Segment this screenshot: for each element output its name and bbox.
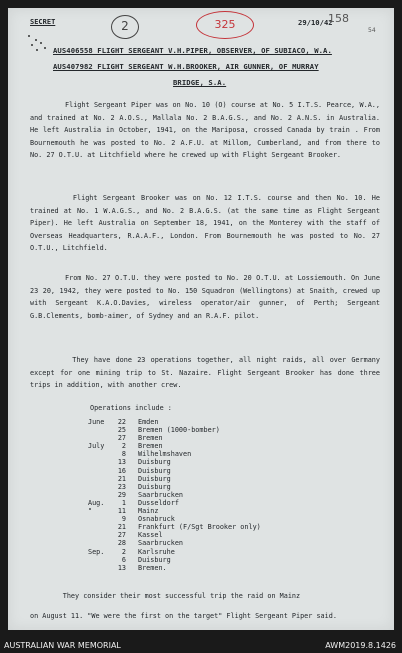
closing-paragraph xyxy=(30,586,382,626)
operation-day: 21 xyxy=(117,474,126,483)
operation-day: 11 xyxy=(117,507,126,516)
operation-row xyxy=(88,458,261,466)
operation-month xyxy=(88,450,112,458)
operation-row xyxy=(88,507,261,515)
operation-row xyxy=(88,515,261,523)
title-line-3: BRIDGE, S.A. xyxy=(173,78,227,87)
paragraph-operations-summary: They have done 23 operations together, all night raids, all over Germany except for one mining trip to St. Nazaire. Flight Sergeant Brooker has done three trips in addition, with another crew. xyxy=(30,356,385,390)
operation-row xyxy=(88,426,261,434)
operation-row xyxy=(88,491,261,499)
operation-row xyxy=(88,539,261,547)
paragraph-piper: Flight Sergeant Piper was on No. 10 (O) course at No. 5 I.T.S. Pearce, W.A., and trained at No. 2 A.O.S., Mallala No. 2 B.A.G.S., and No. 2 A.N.S. in Australia. He left Australia in October, 1941, on the Mariposa, crossed Canada by train . From Bournemouth he was posted to No. 2 A.F.U. at Millom, Cumberland, and from there to No. 27 O.T.U. at Litchfield where he crewed up with Flight Sergeant Brooker. xyxy=(30,101,385,160)
paragraph-postings: From No. 27 O.T.U. they were posted to No. 20 O.T.U. at Lossiemouth. On June 23 20, 1942, they were posted to No. 150 Squadron (Wellingtons) at Snaith, crewed up with Sergeant K.A.O.Davies, wireless operator/air gunner, of Perth; Sergeant G.B.Clements, bomb-aimer, of Sydney and an R.A.F. pilot. xyxy=(30,274,385,320)
pencil-folio-number: 158 xyxy=(328,12,349,25)
operation-row xyxy=(88,548,261,556)
operation-target: Duisburg xyxy=(138,482,171,491)
operation-day: 8 xyxy=(121,450,126,459)
operation-row xyxy=(88,450,261,458)
operation-target: Karlsruhe xyxy=(138,547,175,556)
document-page xyxy=(8,8,394,630)
operations-heading: Operations include : xyxy=(90,404,172,412)
operation-target: Duisburg xyxy=(138,474,171,483)
operation-day: 27 xyxy=(117,434,126,443)
operation-month xyxy=(88,434,112,442)
operation-day: 2 xyxy=(121,442,126,451)
operation-day: 1 xyxy=(121,498,126,507)
operation-month xyxy=(88,458,112,466)
pencil-small-note: 54 xyxy=(368,27,376,34)
operation-target: Saarbrucken xyxy=(138,490,184,499)
operation-target: Wilhelmshaven xyxy=(138,450,192,459)
operation-month xyxy=(88,491,112,499)
operation-month xyxy=(88,467,112,475)
operation-row xyxy=(88,523,261,531)
operation-row xyxy=(88,483,261,491)
title-line-2: AUS407982 FLIGHT SERGEANT W.H.BROOKER, AIR GUNNER, OF MURRAY xyxy=(53,62,319,71)
operation-day: 22 xyxy=(117,418,126,426)
operation-target: Frankfurt (F/Sgt Brooker only) xyxy=(138,523,261,532)
operation-day: 23 xyxy=(117,482,126,491)
archive-footer xyxy=(0,640,402,653)
classification-label: SECRET xyxy=(30,18,56,26)
operation-target: Saarbrucken xyxy=(138,539,184,548)
operation-day: 29 xyxy=(117,490,126,499)
operation-day: 13 xyxy=(117,458,126,467)
operation-month xyxy=(88,475,112,483)
footer-institution: AUSTRALIAN WAR MEMORIAL xyxy=(4,641,121,650)
operation-day: 6 xyxy=(121,555,126,564)
operation-row xyxy=(88,442,261,450)
operation-target: Duisburg xyxy=(138,555,171,564)
operation-target: Duisburg xyxy=(138,458,171,467)
operations-list xyxy=(88,418,261,572)
operation-month: July xyxy=(88,442,105,451)
operation-month xyxy=(88,523,112,531)
operation-day: 2 xyxy=(121,547,126,556)
paragraph-brooker: Flight Sergeant Brooker was on No. 12 I.T.S. course and then No. 10. He trained at No. 1 W.A.G.S., and No. 2 B.A.G.S. (at the same time as Flight Sergeant Piper). He left Australia on September 18, 1941, on the Monterey with the staff of Overseas Headquarters, R.A.A.F., London. From Bournemouth he was posted to No. 27 O.T.U., Litchfield. xyxy=(30,194,385,253)
operation-target: Duisburg xyxy=(138,466,171,475)
operation-row xyxy=(88,556,261,564)
operation-target: Bremen xyxy=(138,442,163,451)
circled-page-number: 2 xyxy=(111,15,139,39)
operation-target: Dusseldorf xyxy=(138,498,179,507)
operation-row xyxy=(88,467,261,475)
operation-target: Emden xyxy=(138,418,159,426)
operation-row xyxy=(88,531,261,539)
operation-target: Bremen. xyxy=(138,563,167,572)
operation-day: 13 xyxy=(117,563,126,572)
operation-month xyxy=(88,483,112,491)
operation-month xyxy=(88,515,112,523)
title-line-1: AUS406558 FLIGHT SERGEANT V.H.PIPER, OBSERVER, OF SUBIACO, W.A. xyxy=(53,46,332,55)
red-circled-number: 325 xyxy=(196,11,254,39)
operation-month: June xyxy=(88,418,105,426)
operation-day: 27 xyxy=(117,531,126,540)
operation-target: Osnabruck xyxy=(138,515,175,524)
punch-dots-mark xyxy=(26,33,50,53)
document-date: 29/10/42 xyxy=(298,18,333,27)
operation-month xyxy=(88,426,112,434)
operation-target: Bremen xyxy=(138,434,163,443)
operation-day: 25 xyxy=(117,426,126,435)
operation-target: Kassel xyxy=(138,531,163,540)
operation-month xyxy=(88,556,112,564)
operation-row xyxy=(88,418,261,426)
operation-target: Bremen (1000-bomber) xyxy=(138,426,220,435)
closing-line-2: on August 11. "We were the first on the target" Flight Sergeant Piper said. xyxy=(30,612,337,620)
closing-line-1: They consider their most successful trip the raid on Mainz xyxy=(30,592,301,600)
footer-accession-number: AWM2019.8.1426 xyxy=(325,641,396,650)
operation-month xyxy=(88,531,112,539)
operation-month: Sep. xyxy=(88,547,105,556)
operation-row xyxy=(88,434,261,442)
operation-row xyxy=(88,564,261,572)
operation-day: 16 xyxy=(117,466,126,475)
operation-month xyxy=(88,564,112,572)
operation-row xyxy=(88,499,261,507)
operation-month: " xyxy=(88,507,93,516)
operation-day: 28 xyxy=(117,539,126,548)
operation-day: 21 xyxy=(117,523,126,532)
operation-row xyxy=(88,475,261,483)
operation-month: Aug. xyxy=(88,498,105,507)
operation-day: 9 xyxy=(121,515,126,524)
operation-month xyxy=(88,539,112,547)
operation-target: Mainz xyxy=(138,507,159,516)
